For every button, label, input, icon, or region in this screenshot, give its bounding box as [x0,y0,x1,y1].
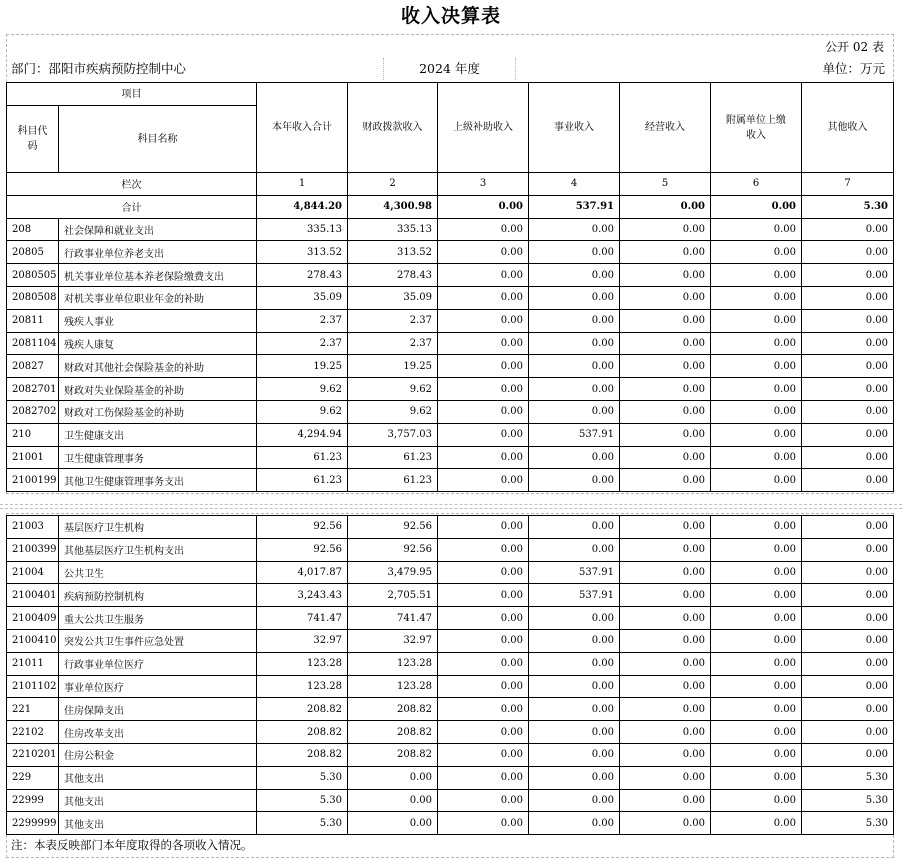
amount-cell: 0.00 [711,286,802,309]
subject-code: 2100199 [7,469,59,492]
amount-cell: 123.28 [348,675,438,698]
subject-name: 住房保障支出 [59,698,257,721]
subject-name: 残疾人康复 [59,332,257,355]
amount-cell: 0.00 [802,332,894,355]
subject-code: 2081104 [7,332,59,355]
table-row [7,332,894,355]
table-row [7,812,894,835]
header-col-1: 本年收入合计 [257,83,348,173]
subject-name: 卫生健康支出 [59,423,257,446]
amount-cell: 0.00 [711,743,802,766]
subject-code: 2210201 [7,743,59,766]
subject-name: 行政事业单位医疗 [59,652,257,675]
subject-name: 行政事业单位养老支出 [59,241,257,264]
amount-cell: 0.00 [438,332,529,355]
amount-cell: 32.97 [348,629,438,652]
amount-cell: 0.00 [711,423,802,446]
subject-code: 22102 [7,721,59,744]
table-row [7,629,894,652]
amount-cell: 2,705.51 [348,584,438,607]
unit-label: 单位：万元 [822,61,885,76]
subject-name: 残疾人事业 [59,309,257,332]
total-value: 0.00 [438,195,529,218]
amount-cell: 0.00 [620,607,711,630]
subject-code: 20827 [7,355,59,378]
table-row [7,675,894,698]
amount-cell: 537.91 [529,584,620,607]
amount-cell: 61.23 [257,446,348,469]
amount-cell: 0.00 [438,218,529,241]
table-row [7,743,894,766]
amount-cell: 0.00 [711,698,802,721]
amount-cell: 208.82 [348,743,438,766]
amount-cell: 0.00 [438,378,529,401]
subject-code: 20805 [7,241,59,264]
amount-cell: 0.00 [620,812,711,835]
income-table-page1 [6,82,894,492]
header-col-5: 经营收入 [620,83,711,173]
subject-name: 住房改革支出 [59,721,257,744]
amount-cell: 0.00 [620,516,711,539]
amount-cell: 0.00 [438,629,529,652]
subject-code: 2100399 [7,538,59,561]
total-value: 4,300.98 [348,195,438,218]
amount-cell: 0.00 [348,789,438,812]
amount-cell: 0.00 [620,332,711,355]
amount-cell: 0.00 [802,286,894,309]
header-col-4: 事业收入 [529,83,620,173]
subject-code: 2100409 [7,607,59,630]
subject-name: 社会保障和就业支出 [59,218,257,241]
amount-cell: 0.00 [711,332,802,355]
amount-cell: 61.23 [348,469,438,492]
amount-cell: 0.00 [620,218,711,241]
table-row [7,241,894,264]
subject-name: 其他基层医疗卫生机构支出 [59,538,257,561]
lanci-num: 1 [257,173,348,196]
subject-name: 对机关事业单位职业年金的补助 [59,286,257,309]
amount-cell: 2.37 [257,332,348,355]
amount-cell: 0.00 [529,789,620,812]
header-name: 科目名称 [59,106,257,173]
amount-cell: 537.91 [529,423,620,446]
amount-cell: 5.30 [802,766,894,789]
amount-cell: 0.00 [438,607,529,630]
subject-code: 21011 [7,652,59,675]
amount-cell: 61.23 [348,446,438,469]
amount-cell: 0.00 [529,446,620,469]
amount-cell: 0.00 [529,378,620,401]
header-col-7: 其他收入 [802,83,894,173]
amount-cell: 0.00 [529,652,620,675]
total-value: 5.30 [802,195,894,218]
amount-cell: 0.00 [438,561,529,584]
amount-cell: 0.00 [620,789,711,812]
amount-cell: 0.00 [529,332,620,355]
total-value: 0.00 [620,195,711,218]
amount-cell: 0.00 [711,309,802,332]
subject-name: 疾病预防控制机构 [59,584,257,607]
amount-cell: 3,243.43 [257,584,348,607]
amount-cell: 0.00 [711,241,802,264]
subject-name: 突发公共卫生事件应急处置 [59,629,257,652]
lanci-num: 6 [711,173,802,196]
subject-name: 财政对工伤保险基金的补助 [59,400,257,423]
amount-cell: 0.00 [529,218,620,241]
subject-code: 2299999 [7,812,59,835]
amount-cell: 0.00 [438,789,529,812]
amount-cell: 0.00 [620,652,711,675]
total-value: 537.91 [529,195,620,218]
page-break-line [0,504,902,505]
subject-name: 财政对失业保险基金的补助 [59,378,257,401]
amount-cell: 0.00 [711,607,802,630]
amount-cell: 0.00 [711,400,802,423]
subject-code: 2082701 [7,378,59,401]
subject-code: 2082702 [7,400,59,423]
table-row [7,286,894,309]
subject-name: 基层医疗卫生机构 [59,516,257,539]
amount-cell: 0.00 [620,675,711,698]
amount-cell: 0.00 [438,286,529,309]
amount-cell: 0.00 [620,721,711,744]
amount-cell: 123.28 [348,652,438,675]
amount-cell: 0.00 [711,766,802,789]
table-row [7,469,894,492]
subject-code: 2080508 [7,286,59,309]
amount-cell: 0.00 [529,309,620,332]
table-row [7,561,894,584]
form-number: 公开 02 表 [825,40,884,54]
amount-cell: 0.00 [529,743,620,766]
lanci-num: 4 [529,173,620,196]
table-row [7,789,894,812]
amount-cell: 0.00 [529,538,620,561]
amount-cell: 0.00 [802,721,894,744]
amount-cell: 0.00 [711,264,802,287]
amount-cell: 0.00 [620,446,711,469]
amount-cell: 208.82 [257,721,348,744]
amount-cell: 0.00 [711,561,802,584]
amount-cell: 2.37 [348,309,438,332]
amount-cell: 537.91 [529,561,620,584]
amount-cell: 35.09 [257,286,348,309]
amount-cell: 0.00 [529,400,620,423]
amount-cell: 0.00 [802,400,894,423]
amount-cell: 2.37 [257,309,348,332]
amount-cell: 0.00 [620,241,711,264]
amount-cell: 0.00 [529,286,620,309]
amount-cell: 0.00 [438,469,529,492]
amount-cell: 5.30 [257,789,348,812]
amount-cell: 0.00 [529,698,620,721]
amount-cell: 0.00 [802,561,894,584]
amount-cell: 0.00 [438,538,529,561]
amount-cell: 5.30 [257,766,348,789]
amount-cell: 0.00 [620,469,711,492]
subject-code: 21001 [7,446,59,469]
amount-cell: 0.00 [438,446,529,469]
header-project: 项目 [7,83,257,106]
table-row [7,721,894,744]
amount-cell: 0.00 [711,218,802,241]
amount-cell: 0.00 [711,789,802,812]
amount-cell: 278.43 [257,264,348,287]
amount-cell: 208.82 [257,698,348,721]
amount-cell: 35.09 [348,286,438,309]
total-value: 4,844.20 [257,195,348,218]
lanci-num: 3 [438,173,529,196]
amount-cell: 0.00 [802,469,894,492]
amount-cell: 0.00 [529,812,620,835]
table-row [7,607,894,630]
header-col-2: 财政拨款收入 [348,83,438,173]
amount-cell: 0.00 [529,766,620,789]
amount-cell: 0.00 [529,264,620,287]
amount-cell: 123.28 [257,675,348,698]
amount-cell: 32.97 [257,629,348,652]
amount-cell: 0.00 [529,516,620,539]
amount-cell: 0.00 [802,264,894,287]
page-break-line [0,508,902,509]
subject-name: 其他支出 [59,766,257,789]
amount-cell: 92.56 [257,516,348,539]
amount-cell: 0.00 [711,516,802,539]
amount-cell: 92.56 [348,516,438,539]
amount-cell: 0.00 [711,812,802,835]
amount-cell: 0.00 [620,766,711,789]
amount-cell: 0.00 [620,400,711,423]
amount-cell: 0.00 [620,355,711,378]
subject-name: 重大公共卫生服务 [59,607,257,630]
amount-cell: 313.52 [348,241,438,264]
amount-cell: 0.00 [802,309,894,332]
amount-cell: 0.00 [348,766,438,789]
amount-cell: 0.00 [438,400,529,423]
subject-code: 2080505 [7,264,59,287]
subject-name: 卫生健康管理事务 [59,446,257,469]
subject-code: 208 [7,218,59,241]
table-row [7,218,894,241]
amount-cell: 4,294.94 [257,423,348,446]
amount-cell: 0.00 [620,561,711,584]
income-table-page2 [6,515,894,835]
amount-cell: 0.00 [438,698,529,721]
amount-cell: 0.00 [802,698,894,721]
amount-cell: 335.13 [257,218,348,241]
amount-cell: 0.00 [802,378,894,401]
subject-name: 公共卫生 [59,561,257,584]
amount-cell: 0.00 [620,378,711,401]
amount-cell: 208.82 [348,721,438,744]
table-row [7,766,894,789]
amount-cell: 61.23 [257,469,348,492]
amount-cell: 0.00 [802,355,894,378]
subject-name: 事业单位医疗 [59,675,257,698]
subject-code: 22999 [7,789,59,812]
amount-cell: 5.30 [802,789,894,812]
lanci-num: 2 [348,173,438,196]
table-row [7,309,894,332]
amount-cell: 19.25 [348,355,438,378]
amount-cell: 0.00 [802,516,894,539]
subject-name: 住房公积金 [59,743,257,766]
amount-cell: 0.00 [711,446,802,469]
subject-code: 221 [7,698,59,721]
amount-cell: 92.56 [257,538,348,561]
amount-cell: 9.62 [257,400,348,423]
amount-cell: 2.37 [348,332,438,355]
table-row [7,400,894,423]
amount-cell: 19.25 [257,355,348,378]
table-row [7,698,894,721]
subject-code: 20811 [7,309,59,332]
amount-cell: 0.00 [802,607,894,630]
amount-cell: 0.00 [438,743,529,766]
amount-cell: 0.00 [438,812,529,835]
subject-code: 21003 [7,516,59,539]
amount-cell: 0.00 [438,675,529,698]
amount-cell: 0.00 [711,469,802,492]
amount-cell: 0.00 [802,538,894,561]
amount-cell: 4,017.87 [257,561,348,584]
subject-code: 21004 [7,561,59,584]
table-row [7,584,894,607]
amount-cell: 123.28 [257,652,348,675]
table-row [7,264,894,287]
amount-cell: 0.00 [438,652,529,675]
amount-cell: 0.00 [438,264,529,287]
amount-cell: 0.00 [529,721,620,744]
amount-cell: 741.47 [257,607,348,630]
amount-cell: 0.00 [438,309,529,332]
amount-cell: 0.00 [620,629,711,652]
subject-name: 其他卫生健康管理事务支出 [59,469,257,492]
amount-cell: 0.00 [348,812,438,835]
subject-name: 其他支出 [59,812,257,835]
amount-cell: 0.00 [438,584,529,607]
amount-cell: 0.00 [620,743,711,766]
amount-cell: 208.82 [348,698,438,721]
amount-cell: 0.00 [438,423,529,446]
table-row [7,355,894,378]
amount-cell: 9.62 [348,378,438,401]
amount-cell: 0.00 [529,629,620,652]
subject-code: 210 [7,423,59,446]
amount-cell: 208.82 [257,743,348,766]
amount-cell: 0.00 [620,423,711,446]
amount-cell: 0.00 [802,652,894,675]
header-code: 科目代码 [7,106,59,173]
lanci-num: 5 [620,173,711,196]
total-value: 0.00 [711,195,802,218]
amount-cell: 5.30 [802,812,894,835]
amount-cell: 0.00 [529,469,620,492]
subject-code: 2101102 [7,675,59,698]
amount-cell: 0.00 [620,584,711,607]
amount-cell: 3,757.03 [348,423,438,446]
amount-cell: 0.00 [711,584,802,607]
amount-cell: 0.00 [620,264,711,287]
amount-cell: 0.00 [529,607,620,630]
year-label: 2024 年度 [384,58,516,80]
amount-cell: 0.00 [711,652,802,675]
amount-cell: 0.00 [802,584,894,607]
amount-cell: 0.00 [802,423,894,446]
amount-cell: 313.52 [257,241,348,264]
subject-name: 财政对其他社会保险基金的补助 [59,355,257,378]
amount-cell: 0.00 [711,629,802,652]
subject-code: 2100410 [7,629,59,652]
amount-cell: 0.00 [620,698,711,721]
amount-cell: 0.00 [711,721,802,744]
header-col-6: 附属单位上缴收入 [711,83,802,173]
amount-cell: 0.00 [529,355,620,378]
subject-name: 机关事业单位基本养老保险缴费支出 [59,264,257,287]
table-row [7,516,894,539]
amount-cell: 3,479.95 [348,561,438,584]
amount-cell: 0.00 [802,241,894,264]
amount-cell: 0.00 [438,766,529,789]
table-row [7,652,894,675]
amount-cell: 0.00 [802,675,894,698]
amount-cell: 0.00 [711,355,802,378]
amount-cell: 0.00 [620,538,711,561]
amount-cell: 0.00 [620,309,711,332]
amount-cell: 741.47 [348,607,438,630]
amount-cell: 0.00 [438,241,529,264]
amount-cell: 0.00 [620,286,711,309]
amount-cell: 0.00 [529,241,620,264]
amount-cell: 0.00 [802,446,894,469]
subject-code: 2100401 [7,584,59,607]
amount-cell: 0.00 [438,516,529,539]
lanci-label: 栏次 [7,173,257,196]
header-col-3: 上级补助收入 [438,83,529,173]
total-label: 合计 [7,195,257,218]
table-row [7,378,894,401]
amount-cell: 9.62 [257,378,348,401]
amount-cell: 278.43 [348,264,438,287]
table-row [7,446,894,469]
amount-cell: 0.00 [711,538,802,561]
amount-cell: 0.00 [438,355,529,378]
amount-cell: 9.62 [348,400,438,423]
subject-name: 其他支出 [59,789,257,812]
table-row [7,423,894,446]
amount-cell: 0.00 [802,218,894,241]
amount-cell: 0.00 [802,629,894,652]
department-label: 部门：邵阳市疾病预防控制中心 [11,58,384,80]
subject-code: 229 [7,766,59,789]
table-row [7,538,894,561]
amount-cell: 5.30 [257,812,348,835]
table-note: 注：本表反映部门本年度取得的各项收入情况。 [11,838,253,852]
report-title: 收入决算表 [400,5,501,27]
amount-cell: 0.00 [711,378,802,401]
amount-cell: 0.00 [529,675,620,698]
amount-cell: 0.00 [438,721,529,744]
total-row [7,195,894,218]
lanci-num: 7 [802,173,894,196]
amount-cell: 0.00 [711,675,802,698]
amount-cell: 335.13 [348,218,438,241]
amount-cell: 92.56 [348,538,438,561]
amount-cell: 0.00 [802,743,894,766]
lanci-row [7,173,894,196]
